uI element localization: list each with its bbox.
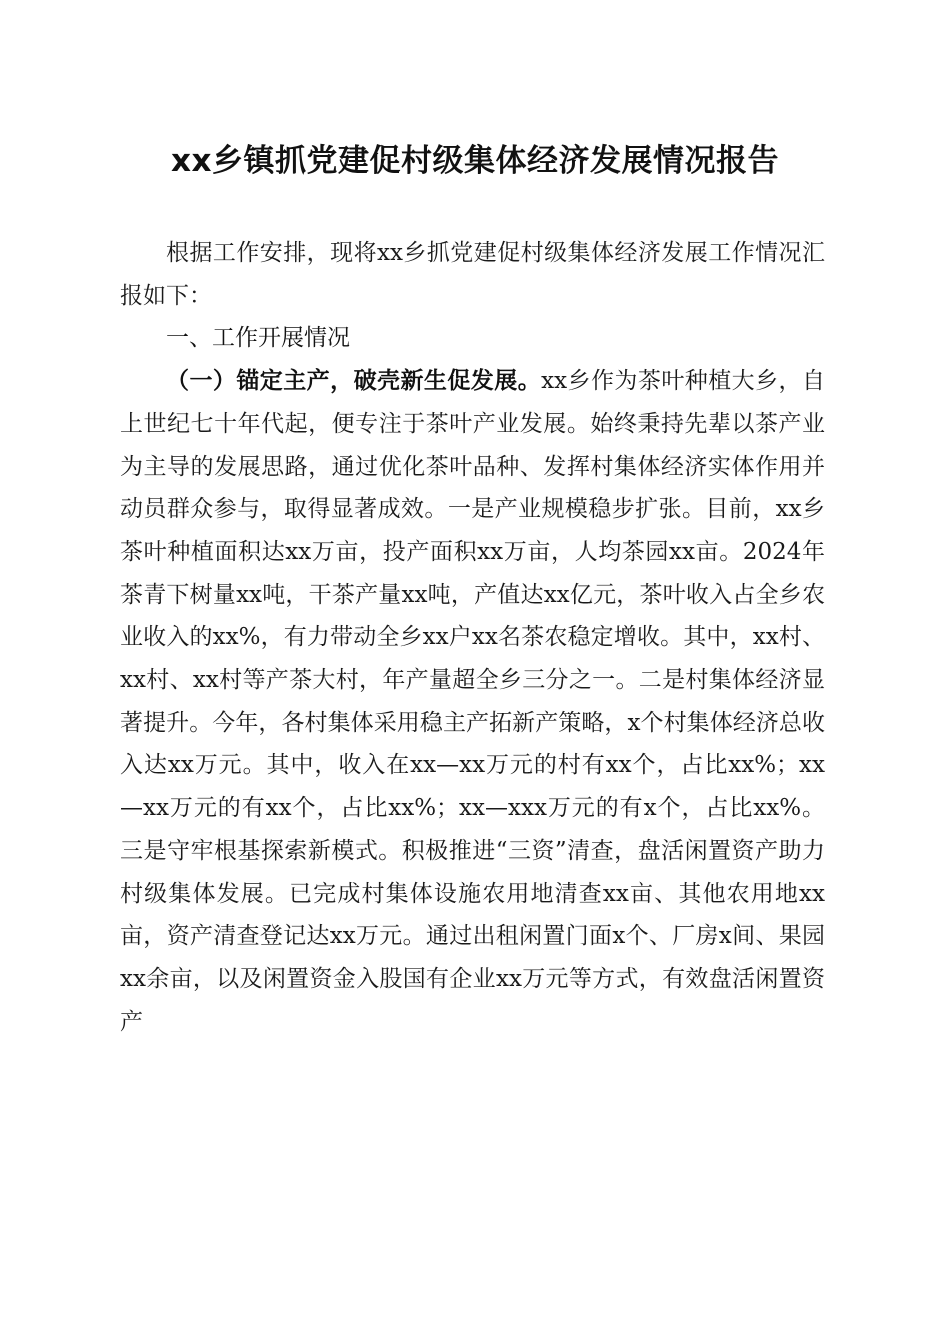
subsection-body: xx乡作为茶叶种植大乡，自上世纪七十年代起，便专注于茶叶产业发展。始终秉持先辈以茶产业为主导的发展思路，通过优化茶叶品种、发挥村集体经济实体作用并动员群众参与，取得显著成效。一是产业规模稳步扩张。目前，xx乡茶叶种植面积达xx万亩，投产面积xx万亩，人均茶园xx亩。2024年茶青下树量xx吨，干茶产量xx吨，产值达xx亿元，茶叶收入占全乡农业收入的xx%，有力带动全乡xx户xx名茶农稳定增收。其中，xx村、xx村、xx村等产茶大村，年产量超全乡三分之一。二是村集体经济显著提升。今年，各村集体采用稳主产拓新产策略，x个村集体经济总收入达xx万元。其中，收入在xx—xx万元的村有xx个，占比xx%；xx—xx万元的有xx个，占比xx%；xx—xxx万元的有x个，占比xx%。三是守牢根基探索新模式。积极推进“三资”清查，盘活闲置资产助力村级集体发展。已完成村集体设施农用地清查xx亩、其他农用地xx亩，资产清查登记达xx万元。通过出租闲置门面x个、厂房x间、果园xx余亩，以及闲置资金入股国有企业xx万元等方式，有效盘活闲置资产 bbox=[120, 368, 825, 1035]
intro-paragraph: 根据工作安排，现将xx乡抓党建促村级集体经济发展工作情况汇报如下： bbox=[120, 240, 825, 309]
subsection-lead: （一）锚定主产，破壳新生促发展。 bbox=[166, 368, 542, 395]
subsection-paragraph bbox=[120, 360, 825, 1043]
section-heading: 一、工作开展情况 bbox=[166, 325, 350, 352]
document-body bbox=[120, 232, 825, 1043]
document-title: xx乡镇抓党建促村级集体经济发展情况报告 bbox=[171, 143, 779, 179]
